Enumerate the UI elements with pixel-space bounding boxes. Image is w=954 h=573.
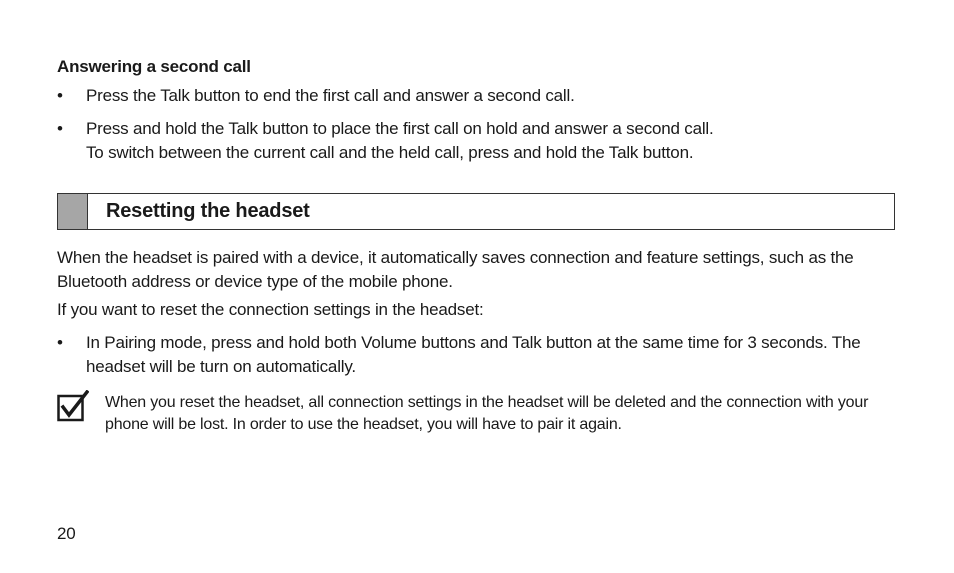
bullet-item-end-first-call bbox=[57, 84, 897, 108]
note-block bbox=[57, 390, 897, 436]
note-text: When you reset the headset, all connection settings in the headset will be deleted and the connection with your phone will be lost. In order to use the headset, you will have to pair it again. bbox=[105, 394, 869, 433]
section-title: Resetting the headset bbox=[106, 200, 310, 222]
bullet-symbol: • bbox=[57, 86, 63, 105]
paragraph-reset-intro: If you want to reset the connection settings in the headset: bbox=[57, 300, 484, 319]
section-header-resetting bbox=[57, 193, 895, 230]
checkbox-note-icon bbox=[57, 390, 89, 422]
bullet-symbol: • bbox=[57, 119, 63, 138]
bullet-text: In Pairing mode, press and hold both Volume buttons and Talk button at the same time for 3 seconds. The headset will be turn on automatically. bbox=[86, 333, 861, 376]
subheading-answering-second-call: Answering a second call bbox=[57, 57, 251, 76]
bullet-text: Press the Talk button to end the first call and answer a second call. bbox=[86, 86, 575, 105]
bullet-item-hold-first-call bbox=[57, 117, 897, 165]
paragraph-auto-save: When the headset is paired with a device, it automatically saves connection and feature settings, such as the Bluetooth address or device type of the mobile phone. bbox=[57, 248, 854, 291]
bullet-item-pairing-mode bbox=[57, 331, 897, 379]
bullet-text-line-2: To switch between the current call and the held call, press and hold the Talk button. bbox=[86, 143, 694, 162]
page-number: 20 bbox=[57, 524, 76, 543]
section-header-bar bbox=[58, 194, 88, 229]
bullet-symbol: • bbox=[57, 333, 63, 352]
bullet-text-line-1: Press and hold the Talk button to place the first call on hold and answer a second call. bbox=[86, 119, 714, 138]
